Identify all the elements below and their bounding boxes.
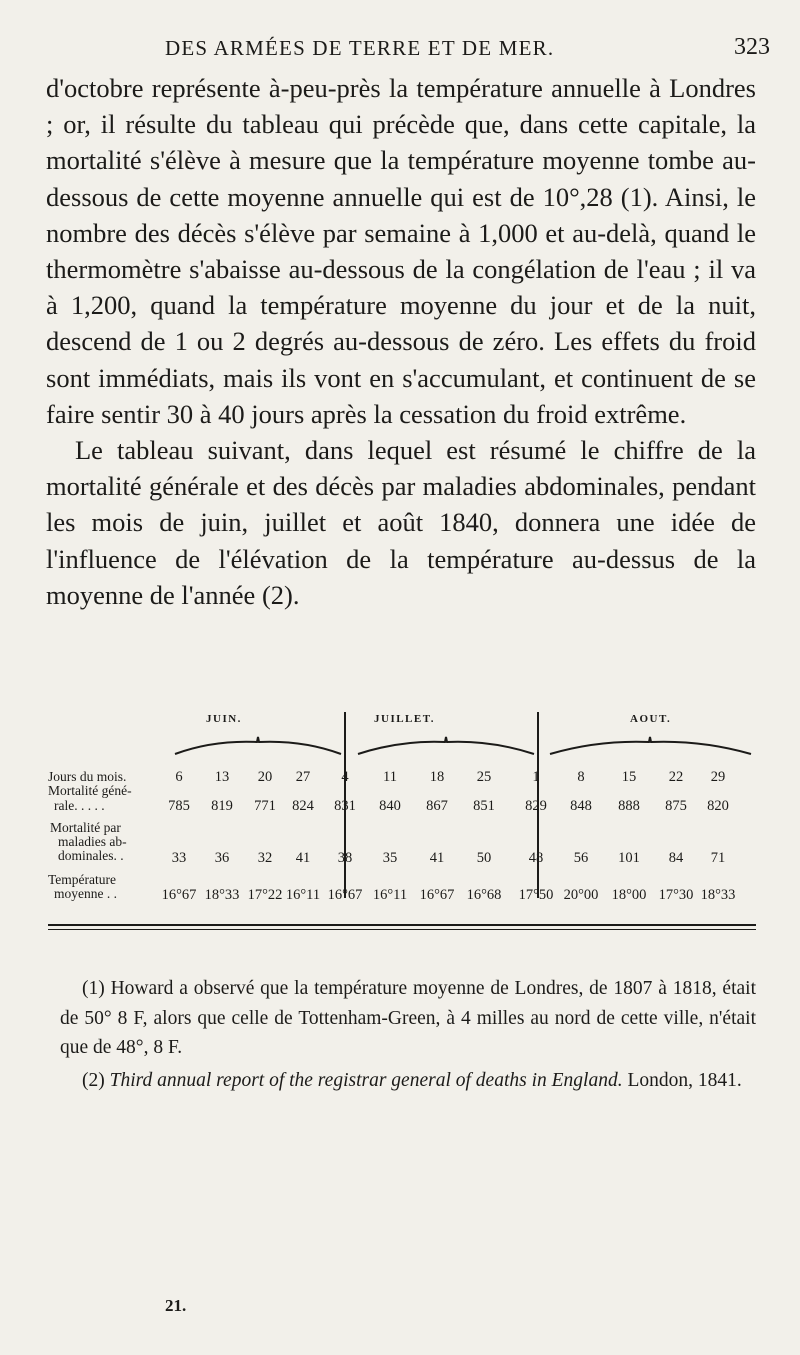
- table-cell: 16°67: [419, 887, 455, 903]
- paragraph-table-intro: Le tableau suivant, dans lequel est résumé le chiffre de la mortalité générale et des décès par maladies abdominales, pendant les mois de juin, juillet et août 1840, donnera une idée de l'influence de l'élévation de la température au-dessus de la moyenne de l'année (2).: [46, 435, 756, 610]
- row-label: Jours du mois.: [48, 769, 127, 784]
- table-cell: 15: [621, 769, 637, 785]
- table-cell: 867: [426, 798, 448, 814]
- table-cell: 17°22: [247, 887, 283, 903]
- table-cell: 888: [618, 798, 640, 814]
- table-cell: 819: [211, 798, 233, 814]
- table-cell: 29: [710, 769, 726, 785]
- brace-juin: [173, 734, 343, 764]
- table-cell: 18°33: [204, 887, 240, 903]
- table-cell: 13: [214, 769, 230, 785]
- table-cell: 41: [295, 850, 311, 866]
- table-cell: 11: [383, 769, 397, 785]
- table-cell: 27: [295, 769, 311, 785]
- table-cell: 16°68: [466, 887, 502, 903]
- footnote-rule-thick: [48, 924, 756, 926]
- table-cell: 36: [214, 850, 230, 866]
- table-cell: 851: [473, 798, 495, 814]
- month-header-juillet: JUILLET.: [374, 713, 436, 725]
- table-cell: 4: [341, 769, 349, 785]
- table-cell: 771: [254, 798, 276, 814]
- table-cell: 1: [532, 769, 540, 785]
- table-cell: 829: [525, 798, 547, 814]
- table-cell: 41: [429, 850, 445, 866]
- footnote-1: (1) Howard a observé que la température moyenne de Londres, de 1807 à 1818, était de 50° 8 F, alors que celle de Tottenham-Green, à 4 milles au nord de cette ville, n'était que de 48°, 8 F.: [60, 978, 756, 1058]
- table-cell: 848: [570, 798, 592, 814]
- mortality-table: [48, 712, 756, 912]
- running-title: DES ARMÉES DE TERRE ET DE MER.: [165, 36, 555, 60]
- row-label: maladies ab-: [58, 834, 127, 849]
- table-cell: 875: [665, 798, 687, 814]
- table-cell: 101: [618, 850, 640, 866]
- row-label: moyenne . .: [54, 886, 117, 901]
- table-cell: 50: [476, 850, 492, 866]
- table-cell: 38: [337, 850, 353, 866]
- month-header-aout: AOUT.: [630, 713, 672, 725]
- table-cell: 56: [573, 850, 589, 866]
- footnote-2-suffix: London, 1841.: [622, 1069, 742, 1091]
- table-cell: 840: [379, 798, 401, 814]
- month-header-juin: JUIN.: [206, 713, 242, 725]
- table-cell: 25: [476, 769, 492, 785]
- table-cell: 16°11: [372, 887, 408, 903]
- row-label: rale. . . . .: [54, 798, 105, 813]
- table-cell: 48: [528, 850, 544, 866]
- footnote-2-title: Third annual report of the registrar general of deaths in England.: [109, 1069, 623, 1091]
- table-cell: 17°30: [658, 887, 694, 903]
- footnotes: [60, 974, 756, 1098]
- signature-mark: 21.: [165, 1296, 187, 1315]
- footnote-rule-thin: [48, 929, 756, 930]
- table-cell: 6: [175, 769, 183, 785]
- table-cell: 824: [292, 798, 314, 814]
- brace-aout: [548, 734, 753, 764]
- row-label: Mortalité géné-: [48, 783, 132, 798]
- table-cell: 820: [707, 798, 729, 814]
- footnote-2-prefix: (2): [82, 1069, 110, 1091]
- table-cell: 20°00: [563, 887, 599, 903]
- table-cell: 18: [429, 769, 445, 785]
- table-cell: 785: [168, 798, 190, 814]
- footnote-2: [60, 1066, 756, 1096]
- table-cell: 8: [577, 769, 585, 785]
- table-cell: 32: [257, 850, 273, 866]
- page-number: 323: [734, 34, 770, 60]
- table-cell: 22: [668, 769, 684, 785]
- table-cell: 831: [334, 798, 356, 814]
- table-cell: 18°33: [700, 887, 736, 903]
- table-cell: 16°67: [327, 887, 363, 903]
- body-text: [46, 70, 756, 613]
- table-cell: 17°50: [518, 887, 554, 903]
- table-cell: 33: [171, 850, 187, 866]
- table-cell: 16°11: [285, 887, 321, 903]
- table-cell: 84: [668, 850, 684, 866]
- table-cell: 20: [257, 769, 273, 785]
- table-cell: 35: [382, 850, 398, 866]
- table-cell: 18°00: [611, 887, 647, 903]
- row-label: dominales. .: [58, 848, 124, 863]
- table-cell: 71: [710, 850, 726, 866]
- row-label: Température: [48, 872, 117, 887]
- page-header: [165, 30, 770, 70]
- table-cell: 16°67: [161, 887, 197, 903]
- paragraph-continuation: d'octobre représente à-peu-près la température annuelle à Londres ; or, il résulte du tableau qui précède que, dans cette capitale, la mortalité s'élève à mesure que la température moyenne tombe au-dessous de cette moyenne annuelle qui est de 10°,28 (1). Ainsi, le nombre des décès s'élève par semaine à 1,000 et au-delà, quand le thermomètre s'abaisse au-dessous de la congélation de l'eau ; il va à 1,200, quand la température moyenne du jour et de la nuit, descend de 1 ou 2 degrés au-dessous de zéro. Les effets du froid sont immédiats, mais ils vont en s'accumulant, et continuent de se faire sentir 30 à 40 jours après la cessation du froid extrême.: [46, 73, 756, 429]
- brace-juillet: [356, 734, 536, 764]
- row-label: Mortalité par: [50, 820, 121, 835]
